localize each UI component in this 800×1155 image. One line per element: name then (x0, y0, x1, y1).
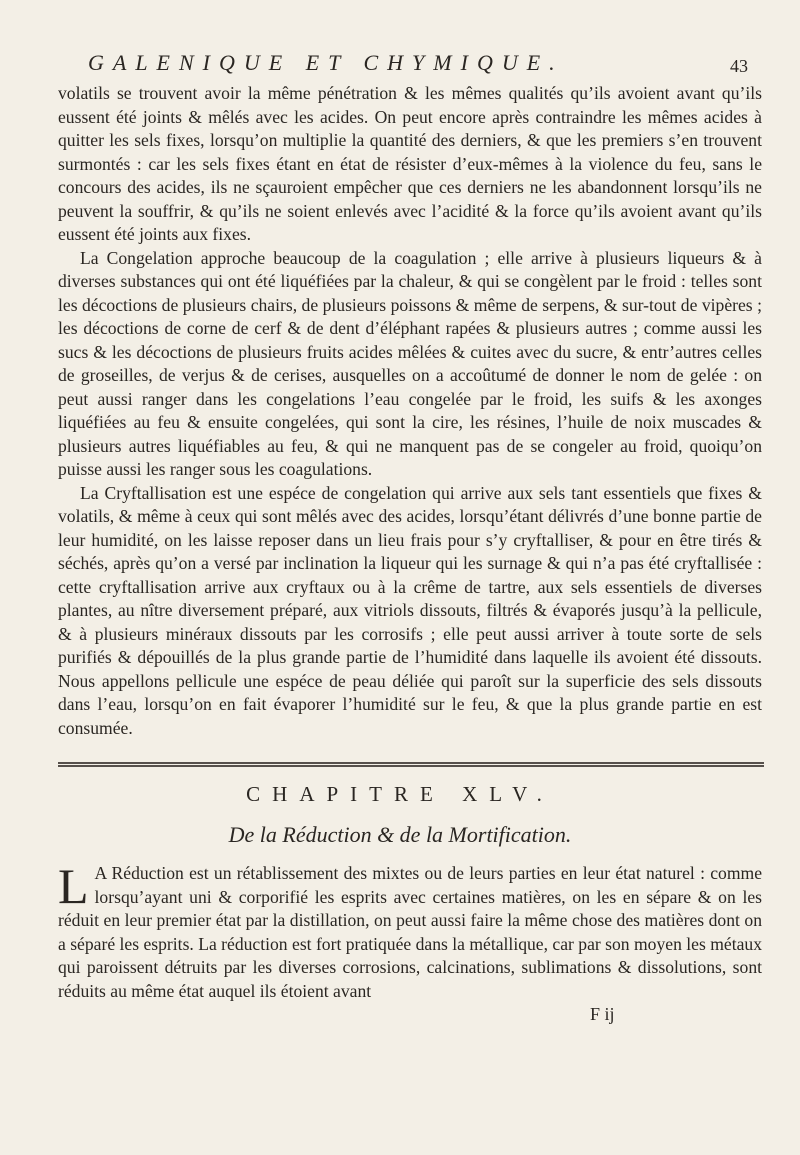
chapter-text (58, 858, 762, 1003)
paragraph: La Congelation approche beaucoup de la coagulation ; elle arrive à plusieurs liqueurs & à diverses substances qui ont été liquéfiées par la chaleur, & qui se congèlent par le froid : telles sont les décoctions de plusieurs chairs, de plusieurs poissons & même de serpens, & sur-tout de vipères ; les décoctions de corne de cerf & de dent d’éléphant rapées & plusieurs autres ; comme aussi les sucs & les décoctions de plusieurs fruits acides mêlées & cuites avec du sucre, & entr’autres celles de groseilles, de verjus & de cerises, ausquelles on a accoûtumé de donner le nom de gelée : on peut aussi ranger dans les congelations l’eau congelée par le froid, les suifs & les axonges liquéfiées au feu & ensuite congelées, qui sont la cire, les résines, l’huile de noix muscades & plusieurs autres liquéfiables au feu, & qui ne manquent pas de se congeler au froid, quoiqu’on puisse aussi les ranger sous les coagulations. (58, 247, 762, 479)
page-number: 43 (730, 56, 748, 76)
body-text (58, 82, 762, 740)
signature-mark: F ij (590, 1004, 615, 1024)
chapter-title: CHAPITRE XLV. (246, 782, 554, 806)
chapter-subtitle: De la Réduction & de la Mortification. (228, 822, 572, 847)
running-title: GALENIQUE ET CHYMIQUE. (88, 50, 564, 75)
drop-cap: L (58, 858, 89, 914)
running-header (88, 50, 748, 76)
chapter-divider-rule (58, 762, 764, 767)
chapter-paragraph: A Réduction est un rétablissement des mixtes ou de leurs parties en leur état naturel : comme lorsqu’ayant uni & corporifié les esprits avec certaines matières, on les en sépare & on les réduit en leur premier état par la distillation, on peut aussi faire la même chose des matières dont on a séparé les esprits. La réduction est fort pratiquée dans la métallique, car par son moyen les métaux qui paroissent détruits par les diverses corrosions, calcinations, sublimations & dissolutions, sont réduits au même état auquel ils étoient avant (58, 863, 762, 1001)
paragraph: La Cryftallisation est une espéce de congelation qui arrive aux sels tant essentiels que fixes & volatils, & même à ceux qui sont mêlés avec des acides, lorsqu’étant délivrés d’une bonne partie de leur humidité, on les laisse reposer dans un lieu frais pour s’y cryftalliser, & pour en être tirés & séchés, après qu’on a versé par inclination la liqueur qui les surnage & qui n’a pas été cryftallisée : cette cryftallisation arrive aux cryftaux ou à la crême de tartre, aux sels essentiels de diverses plantes, au nître diversement préparé, aux vitriols dissouts, filtrés & évaporés jusqu’à la pellicule, & à plusieurs minéraux dissouts par les corrosifs ; elle peut aussi arriver à toute sorte de sels purifiés & dépouillés de la plus grande partie de l’humidité dans laquelle ils avoient été dissouts. Nous appellons pellicule une espéce de peau déliée qui paroît sur la superficie des sels dissouts dans l’eau, lorsqu’on en fait évaporer l’humidité sur le feu, & que la plus grande partie en est consumée. (58, 482, 762, 738)
paragraph: volatils se trouvent avoir la même pénétration & les mêmes qualités qu’ils avoient avant qu’ils eussent été joints & mêlés avec les acides. On peut encore après contraindre les mêmes acides à quitter les sels fixes, lorsqu’on multiplie la quantité des derniers, & que les premiers s’en trouvent surmontés : car les sels fixes étant en état de résister d’eux-mêmes à la violence du feu, sans le concours des acides, ils ne sçauroient empêcher que ces derniers ne les abandonnent lorsqu’ils ne peuvent la souffrir, & qu’ils ne soient enlevés avec l’acidité & la force qu’ils avoient avant qu’ils eussent été joints aux fixes. (58, 83, 762, 244)
